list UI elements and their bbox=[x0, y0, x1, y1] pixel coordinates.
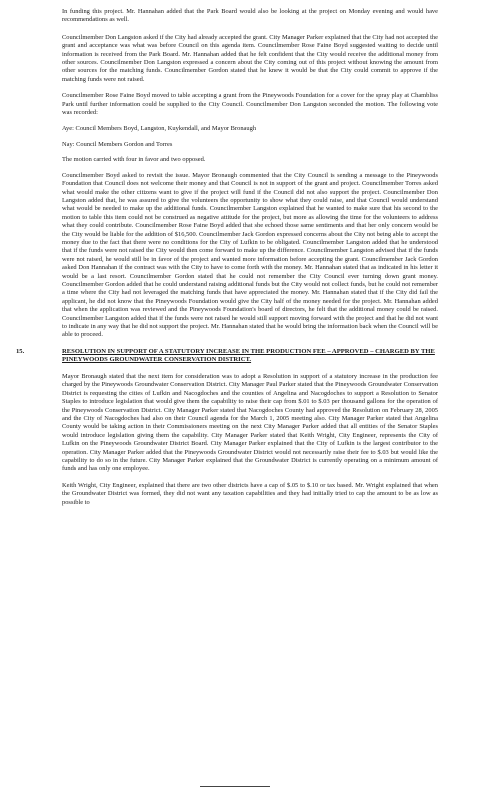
paragraph: In funding this project. Mr. Hannahan added that the Park Board would also be looking at the project on Monday evening and would have recommendations as well. bbox=[62, 8, 438, 24]
motion-result: The motion carried with four in favor and two opposed. bbox=[62, 156, 206, 164]
paragraph: Keith Wright, City Engineer, explained that there are two other districts have a cap of $.05 to $.10 or tax based. Mr. Wright explained that when the Groundwater District was formed, they did not want any taxation capabilities and they had initially tried to cap the amount to be as low as possible to bbox=[62, 481, 438, 506]
paragraph: Mayor Bronaugh stated that the next item for consideration was to adopt a Resolution in support of a statutory increase in the production fee charged by the Pineywoods Groundwater Conservation District. City Manager Paul Parker stated that the Pineywoods Groundwater Conservation District is requesting the cities of Lufkin and Nacogdoches and the counties of Angelina and Nacogdoches to support a Resolution to Senator Staples to introduce legislation that would give them the capability to raise their cap from $.01 to $.03 per thousand gallons for the operation of the Pineywoods Conservation District. City Manager Parker stated that Nacogdoches County had approved the Resolution on February 28, 2005 and the City of Nacogdoches had also on their Council agenda for the March 1, 2005 meeting also. City Manager Parker stated that Angelina County would be taking action in their Commissioners meeting on the next City Manager Parker added that all entities of the Senator Staples would introduce legislation giving them the capability. City Manager Parker stated that Keith Wright, City Engineer, represents the City of Lufkin on the Pineywoods Groundwater District Board. City Manager Parker explained that the City of Lufkin is the largest contributor to the operation. City Manager Parker added that the Pineywoods Groundwater District would not necessarily raise their fee to $.03 but would like the capability to do so in the future. City Manager Parker explained that the Groundwater District is currently operating on a minimum amount of funds and has only one employee. bbox=[62, 373, 438, 473]
vote-nay: Nay: Council Members Gordon and Torres bbox=[62, 140, 173, 148]
paragraph: Councilmember Rose Faine Boyd moved to table accepting a grant from the Pineywoods Foundation for a cover for the spray play at Chambliss Park until further information could be supplied to the City Council. Councilmember Don Langston seconded the motion. The following vote was recorded: bbox=[62, 92, 438, 117]
agenda-item-title: RESOLUTION IN SUPPORT OF A STATUTORY INCREASE IN THE PRODUCTION FEE – APPROVED – CHARGED BY THE PINEYWOODS GROUNDWATER CONSERVATION DISTRICT. bbox=[62, 347, 435, 364]
paragraphs-after bbox=[62, 373, 438, 507]
paragraphs-before bbox=[62, 8, 438, 340]
vote-aye: Aye: Council Members Boyd, Langston, Kuykendall, and Mayor Bronaugh bbox=[62, 125, 257, 133]
agenda-item-number: 15. bbox=[16, 347, 25, 355]
paragraph: Councilmember Don Langston asked if the City had already accepted the grant. City Manager Parker explained that the City had not accepted the grant and acceptance was what was before Council on this agenda item. Councilmember Rose Faine Boyd suggested waiting to decide until information is received from the Park Board. Mr. Hannahan added that he felt confident that the City would receive the additional money from other sources. Councilmember Don Langston expressed a concern about the City coming out of this project without knowing the amount from other sources for the matching funds. Councilmember Gordon stated that he knew it would be that the City could commit to approve if the matching funds were not raised. bbox=[62, 33, 438, 83]
agenda-item bbox=[16, 347, 438, 365]
paragraph: Councilmember Boyd asked to revisit the issue. Mayor Bronaugh commented that the City Council is sending a message to the Pineywoods Foundation that Council does not welcome their money and that Council is not in support of the grant and project. Councilmember Torres asked what would make the other citizens want to give if the project will fund if the Council did not also support the project. Councilmember Don Langston added that, he was assured to give the volunteers the opportunity to show what they could raise, and that Council would understand what would be needed to make up the additional funds. Councilmember Langston explained that he wanted to make sure that his second to the motion to table this item could not be construed as negative attitude for the project, but more as allowing the time for the volunteers to address what they could contribute. Councilmember Rose Faine Boyd added that she echoed those same sentiments and that her only concern would be the City would be liable for the addition of $16,500. Councilmember Jack Gordon expressed concerns about the City not being able to accept the money due to the fact that there were no conditions for the City of Lufkin to be obligated. Councilmember Langston added that he understood that if the funds were not raised the City would then come forward to make up the difference. Councilmember Langston advised that if the funds were not raised, he would still be in favor of the project and wanted more information before accepting the grant. Councilmember Jack Gordon asked Don Hannahan if the contract was with the City to have to come forth with the money. Mr. Hannahan stated that as indicated in his letter it would be a last resort. Councilmember Gordon stated that he could not remember the City Council ever turning down grant money. Councilmember Gordon added that he could understand raising additional funds but the City would not collect funds, but he could not remember a time where the City had not leveraged the matching funds that have appreciated the money. Mr. Hannahan stated that if the City did fail the applicant, he did not know that the Pineywoods Foundation would give the City half of the money needed for the project. Mr. Hannahan added that when the application was reviewed and the Pineywoods Foundation's board of directors, he felt that the additional money could be raised. Councilmember Langston added that if the funds were not raised he would still support moving forward with the project and that he did not want to indicate in any way that he did not support the project. Mr. Hannahan stated that he would bring the information back when the Council will be able to proceed. bbox=[62, 171, 438, 339]
footer-rule bbox=[200, 786, 270, 787]
